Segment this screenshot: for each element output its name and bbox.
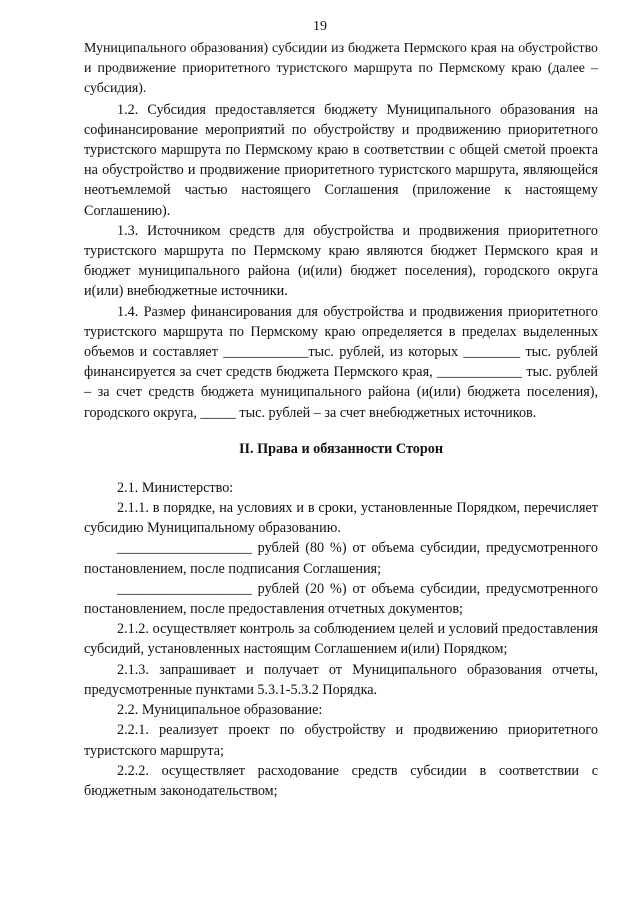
paragraph-1-4: 1.4. Размер финансирования для обустройства и продвижения приоритетного туристского маршрута по Пермскому краю определяется в пределах выделенных объемов и составляет ____________тыс. рублей, из которых ________ тыс. рублей финансируется за счет средств бюджета Пермского края, ____________ тыс. рублей – за счет средств бюджета муниципального района (и(или) бюджета поселения), городского округа, _____ тыс. рублей – за счет внебюджетных источников. [84,303,598,421]
paragraph-payment-20: ___________________ рублей (20 %) от объема субсидии, предусмотренного постановлением, после предоставления отчетных документов; [84,580,598,618]
section-heading: II. Права и обязанности Сторон [238,440,443,457]
paragraph-2-1: 2.1. Министерство: [117,479,234,496]
paragraph-2-2-2: 2.2.2. осуществляет расходование средств субсидии в соответствии с бюджетным законодательством; [84,762,598,799]
paragraph-1-3: 1.3. Источником средств для обустройства и продвижения приоритетного туристского маршрута по Пермскому краю являются бюджет Пермского края и бюджет муниципального района (и(или) бюджет поселения), городского округа и(или) внебюджетные источники. [84,222,598,300]
paragraph-2-1-1: 2.1.1. в порядке, на условиях и в сроки, установленные Порядком, перечисляет субсидию Муниципальному образованию. [84,500,598,537]
document-body [84,39,598,801]
paragraph-2-1-2: 2.1.2. осуществляет контроль за соблюдением целей и условий предоставления субсидий, установленных настоящим Соглашением и(или) Порядком; [84,621,598,658]
page-number: 19 [313,19,327,34]
paragraph-2-2-1: 2.2.1. реализует проект по обустройству и продвижению приоритетного туристского маршрута; [84,722,598,759]
paragraph-1-2: 1.2. Субсидия предоставляется бюджету Муниципального образования на софинансирование мероприятий по обустройству и продвижению приоритетного туристского маршрута по Пермскому краю в соответствии с общей сметой проекта на обустройство и продвижение приоритетного туристского маршрута, являющейся неотъемлемой частью настоящего Соглашения (приложение к настоящему Соглашению). [84,101,598,219]
paragraph-payment-80: ___________________ рублей (80 %) от объема субсидии, предусмотренного постановлением, после подписания Соглашения; [84,540,598,577]
paragraph-1-1-continued: Муниципального образования) субсидии из бюджета Пермского края на обустройство и продвижение приоритетного туристского маршрута по Пермскому краю (далее – субсидия). [84,41,598,97]
paragraph-2-1-3: 2.1.3. запрашивает и получает от Муниципального образования отчеты, предусмотренные пунктами 5.3.1-5.3.2 Порядка. [84,661,598,698]
paragraph-2-2: 2.2. Муниципальное образование: [117,702,323,719]
